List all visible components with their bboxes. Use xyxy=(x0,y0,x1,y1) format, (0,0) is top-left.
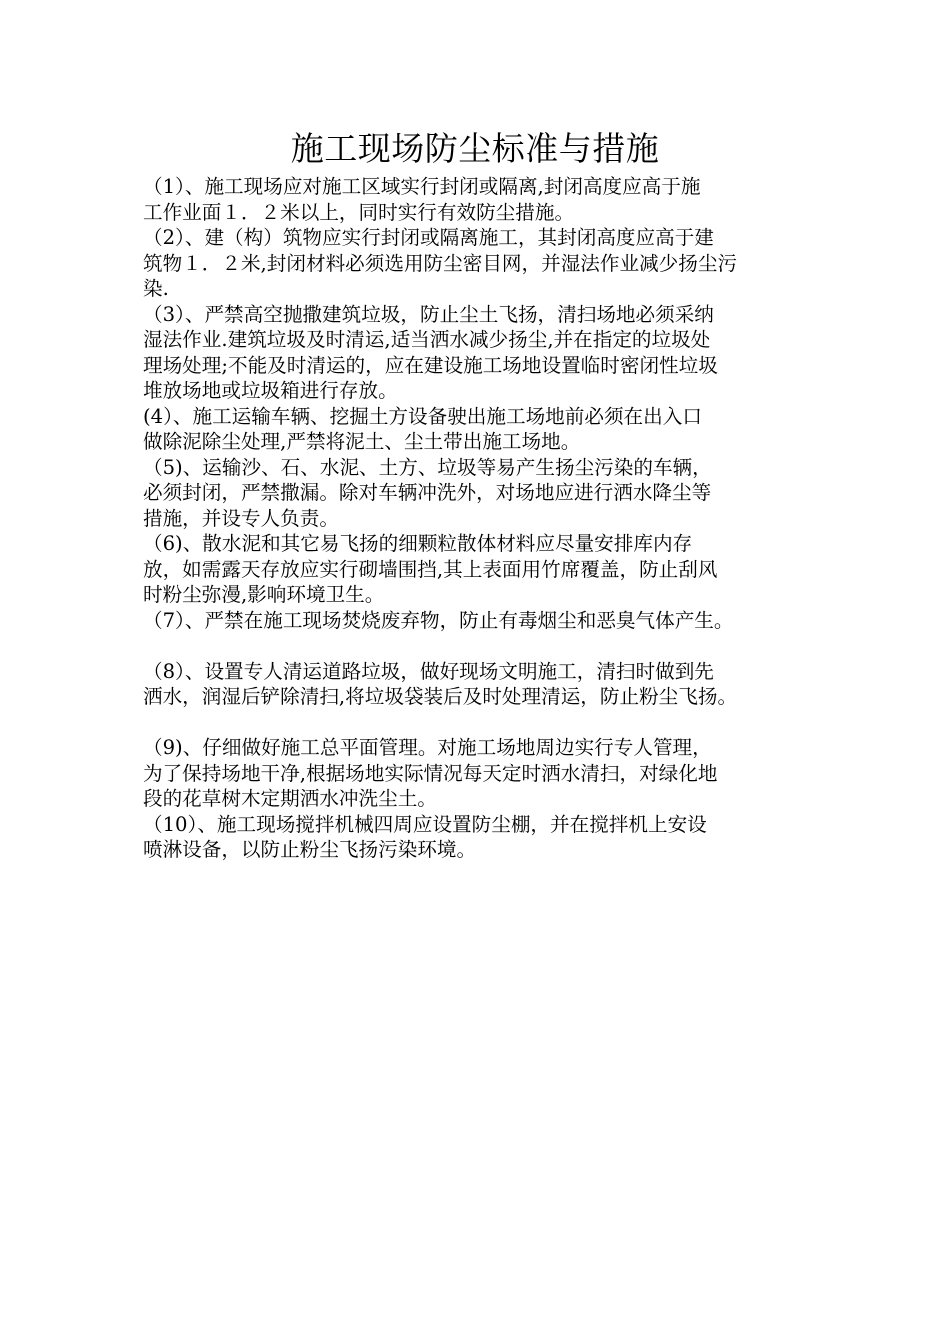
paragraph-line: （3）、严禁高空抛撒建筑垃圾，防止尘土飞扬，清扫场地必须采纳 xyxy=(143,302,714,326)
paragraph-line: 放，如需露天存放应实行砌墙围挡,其上表面用竹席覆盖，防止刮风 xyxy=(143,557,718,581)
paragraph-line: 段的花草树木定期洒水冲洗尘土。 xyxy=(143,787,437,810)
paragraph-line: 洒水，润湿后铲除清扫,将垃圾袋装后及时处理清运，防止粉尘飞扬。 xyxy=(143,685,738,708)
paragraph-line: 染. xyxy=(143,277,169,300)
paragraph-line: 为了保持场地干净,根据场地实际情况每天定时洒水清扫，对绿化地 xyxy=(143,761,718,785)
paragraph-line: 工作业面１．２米以上，同时实行有效防尘措施。 xyxy=(143,200,575,224)
paragraph-line: （5)、运输沙、石、水泥、土方、垃圾等易产生扬尘污染的车辆， xyxy=(143,455,712,479)
document-title: 施工现场防尘标准与措施 xyxy=(290,129,660,168)
paragraph-line: 时粉尘弥漫,影响环境卫生。 xyxy=(143,583,385,606)
paragraph-line: 湿法作业.建筑垃圾及时清运,适当洒水减少扬尘,并在指定的垃圾处 xyxy=(143,328,711,351)
document-body xyxy=(143,174,823,863)
paragraph-4 xyxy=(143,404,823,455)
paragraph-line: 理场处理;不能及时清运的，应在建设施工场地设置临时密闭性垃圾 xyxy=(143,353,718,377)
paragraph-8 xyxy=(143,659,823,710)
paragraph-line: （6)、散水泥和其它易飞扬的细颗粒散体材料应尽量安排库内存 xyxy=(143,532,693,555)
paragraph-9 xyxy=(143,735,823,812)
paragraph-line: （7）、严禁在施工现场焚烧废弃物，防止有毒烟尘和恶臭气体产生。 xyxy=(143,608,734,632)
paragraph-line: 堆放场地或垃圾箱进行存放。 xyxy=(143,379,398,402)
paragraph-6 xyxy=(143,531,823,608)
paragraph-2 xyxy=(143,225,823,302)
paragraph-3 xyxy=(143,302,823,404)
paragraph-line: 喷淋设备，以防止粉尘飞扬污染环境。 xyxy=(143,838,477,861)
paragraph-10 xyxy=(143,812,823,863)
paragraph-line: （9)、仔细做好施工总平面管理。对施工场地周边实行专人管理， xyxy=(143,736,712,759)
paragraph-line: （2）、建（构）筑物应实行封闭或隔离施工，其封闭高度应高于建 xyxy=(143,226,714,249)
paragraph-7 xyxy=(143,608,823,634)
paragraph-1 xyxy=(143,174,823,225)
paragraph-line: （10）、施工现场搅拌机械四周应设置防尘棚，并在搅拌机上安设 xyxy=(143,812,707,836)
paragraph-line: （8）、设置专人清运道路垃圾，做好现场文明施工，清扫时做到先 xyxy=(143,659,714,683)
paragraph-5 xyxy=(143,455,823,532)
paragraph-line: （1）、施工现场应对施工区域实行封闭或隔离,封闭高度应高于施 xyxy=(143,175,701,198)
paragraph-line: 措施，并设专人负责。 xyxy=(143,506,339,530)
paragraph-line: 筑物１．２米,封闭材料必须选用防尘密目网，并湿法作业减少扬尘污 xyxy=(143,251,738,275)
paragraph-line: 做除泥除尘处理,严禁将泥土、尘土带出施工场地。 xyxy=(143,430,581,453)
paragraph-line: 必须封闭，严禁撒漏。除对车辆冲洗外，对场地应进行洒水降尘等 xyxy=(143,481,712,504)
paragraph-line: (4）、施工运输车辆、挖掘土方设备驶出施工场地前必须在出入口 xyxy=(143,404,702,428)
